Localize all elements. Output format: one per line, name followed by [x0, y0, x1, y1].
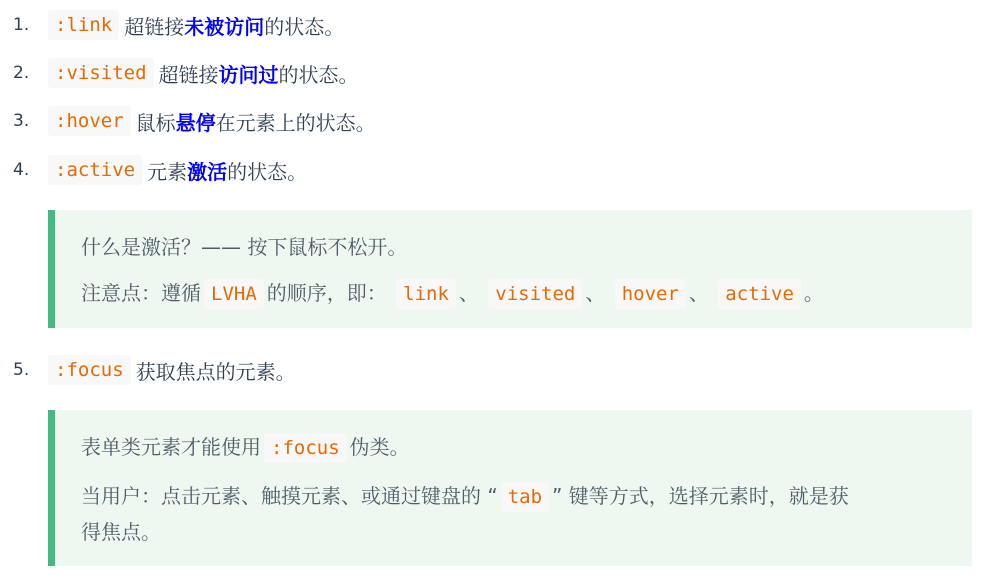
list-item-hover — [0, 102, 376, 140]
tip-text: ” 键等方式，选择元素时，就是获 — [552, 484, 849, 508]
list-number: 2. — [13, 63, 30, 83]
code-visited: :visited — [48, 58, 154, 88]
item-strong: 访问过 — [218, 62, 279, 87]
item-text: 在元素上的状态。 — [215, 110, 376, 135]
code-link: :link — [48, 10, 119, 40]
tip-text: 。 — [803, 281, 824, 305]
code-seq-active: active — [718, 279, 801, 309]
code-hover: :hover — [48, 106, 131, 136]
code-focus-inline: :focus — [264, 433, 347, 463]
item-text: 的状态。 — [278, 62, 359, 87]
separator: 、 — [458, 281, 479, 305]
code-seq-hover: hover — [615, 279, 686, 309]
tip-text: 伪类。 — [349, 435, 410, 459]
code-seq-visited: visited — [488, 279, 582, 309]
tip-text: 当用户：点击元素、触摸元素、或通过键盘的 “ — [81, 484, 498, 508]
tip-line: 得焦点。 — [81, 520, 161, 544]
code-tab: tab — [501, 482, 549, 512]
item-text: 元素 — [147, 159, 188, 184]
list-item-active — [0, 151, 307, 189]
list-item-focus — [0, 351, 296, 389]
item-strong: 未被访问 — [184, 14, 265, 39]
item-text: 的状态。 — [264, 14, 345, 39]
item-strong: 悬停 — [175, 110, 216, 135]
tip-line — [81, 479, 942, 515]
separator: 、 — [585, 281, 606, 305]
list-number: 5. — [13, 360, 30, 380]
code-active: :active — [48, 155, 142, 185]
separator: 、 — [688, 281, 709, 305]
tip-text: 注意点：遵循 — [81, 281, 201, 305]
item-text: 的状态。 — [227, 159, 308, 184]
tip-line — [81, 276, 942, 312]
tip-block-focus — [48, 410, 972, 566]
code-lvha: LVHA — [204, 279, 264, 309]
tip-text: 的顺序，即： — [266, 281, 387, 305]
item-text: 超链接 — [158, 62, 219, 87]
code-seq-link: link — [396, 279, 456, 309]
item-text: 获取焦点的元素。 — [135, 359, 296, 384]
list-number: 3. — [13, 111, 30, 131]
tip-line — [81, 430, 942, 466]
list-number: 1. — [13, 15, 30, 35]
list-item-visited — [0, 54, 359, 92]
tip-line: 什么是激活？—— 按下鼠标不松开。 — [81, 235, 408, 259]
item-strong: 激活 — [187, 159, 228, 184]
list-item-link — [0, 6, 344, 44]
item-text: 超链接 — [124, 14, 185, 39]
code-focus: :focus — [48, 355, 131, 385]
tip-text: 表单类元素才能使用 — [81, 435, 261, 459]
list-number: 4. — [13, 160, 30, 180]
item-text: 鼠标 — [135, 110, 176, 135]
tip-block-active — [48, 210, 972, 328]
